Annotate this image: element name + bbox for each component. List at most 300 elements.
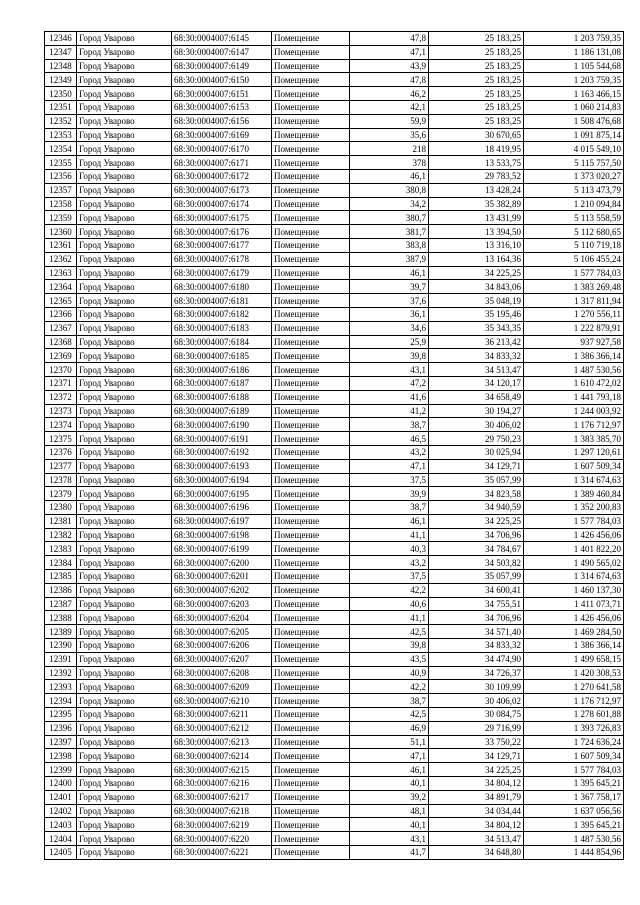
row-number-cell: 12390	[45, 639, 77, 653]
object-type-cell: Помещение	[272, 749, 350, 763]
row-number-cell: 12382	[45, 528, 77, 542]
cadastral-number-cell: 68:30:0004007:6169	[172, 128, 272, 142]
specific-value-cell: 13 316,10	[429, 238, 524, 252]
specific-value-cell: 34 503,82	[429, 556, 524, 570]
object-type-cell: Помещение	[272, 777, 350, 791]
object-type-cell: Помещение	[272, 73, 350, 87]
locality-cell: Город Уварово	[77, 418, 172, 432]
table-row	[45, 694, 624, 708]
specific-value-cell: 34 804,12	[429, 777, 524, 791]
locality-cell: Город Уварово	[77, 169, 172, 183]
object-type-cell: Помещение	[272, 639, 350, 653]
object-type-cell: Помещение	[272, 252, 350, 266]
cadastral-number-cell: 68:30:0004007:6205	[172, 625, 272, 639]
locality-cell: Город Уварово	[77, 404, 172, 418]
table-row	[45, 666, 624, 680]
cadastral-value-cell: 1 411 073,71	[524, 597, 624, 611]
cadastral-value-cell: 1 297 120,61	[524, 445, 624, 459]
specific-value-cell: 25 183,25	[429, 32, 524, 46]
object-type-cell: Помещение	[272, 514, 350, 528]
object-type-cell: Помещение	[272, 694, 350, 708]
area-cell: 25,9	[350, 335, 429, 349]
object-type-cell: Помещение	[272, 211, 350, 225]
row-number-cell: 12404	[45, 832, 77, 846]
table-row	[45, 321, 624, 335]
specific-value-cell: 35 382,89	[429, 197, 524, 211]
cadastral-number-cell: 68:30:0004007:6216	[172, 777, 272, 791]
specific-value-cell: 34 706,96	[429, 611, 524, 625]
cadastral-value-cell: 1 460 137,30	[524, 583, 624, 597]
row-number-cell: 12405	[45, 846, 77, 860]
specific-value-cell: 35 057,99	[429, 473, 524, 487]
area-cell: 34,2	[350, 197, 429, 211]
table-row	[45, 487, 624, 501]
table-row	[45, 735, 624, 749]
cadastral-number-cell: 68:30:0004007:6171	[172, 156, 272, 170]
area-cell: 43,5	[350, 652, 429, 666]
locality-cell: Город Уварово	[77, 142, 172, 156]
cadastral-value-cell: 5 113 473,79	[524, 183, 624, 197]
table-row	[45, 639, 624, 653]
cadastral-value-cell: 1 441 793,18	[524, 390, 624, 404]
row-number-cell: 12360	[45, 225, 77, 239]
locality-cell: Город Уварово	[77, 735, 172, 749]
cadastral-number-cell: 68:30:0004007:6156	[172, 114, 272, 128]
specific-value-cell: 30 109,99	[429, 680, 524, 694]
row-number-cell: 12398	[45, 749, 77, 763]
cadastral-number-cell: 68:30:0004007:6187	[172, 376, 272, 390]
specific-value-cell: 34 129,71	[429, 459, 524, 473]
row-number-cell: 12369	[45, 349, 77, 363]
specific-value-cell: 34 843,06	[429, 280, 524, 294]
object-type-cell: Помещение	[272, 680, 350, 694]
table-row	[45, 335, 624, 349]
row-number-cell: 12357	[45, 183, 77, 197]
row-number-cell: 12364	[45, 280, 77, 294]
object-type-cell: Помещение	[272, 459, 350, 473]
cadastral-value-cell: 1 270 641,58	[524, 680, 624, 694]
specific-value-cell: 34 225,25	[429, 266, 524, 280]
cadastral-value-cell: 1 352 200,83	[524, 501, 624, 515]
area-cell: 387,9	[350, 252, 429, 266]
cadastral-number-cell: 68:30:0004007:6208	[172, 666, 272, 680]
row-number-cell: 12391	[45, 652, 77, 666]
specific-value-cell: 25 183,25	[429, 73, 524, 87]
table-body	[45, 32, 624, 860]
object-type-cell: Помещение	[272, 183, 350, 197]
locality-cell: Город Уварово	[77, 87, 172, 101]
locality-cell: Город Уварово	[77, 487, 172, 501]
specific-value-cell: 34 833,32	[429, 349, 524, 363]
cadastral-value-cell: 1 314 674,63	[524, 473, 624, 487]
cadastral-number-cell: 68:30:0004007:6215	[172, 763, 272, 777]
table-row	[45, 611, 624, 625]
area-cell: 38,7	[350, 694, 429, 708]
row-number-cell: 12379	[45, 487, 77, 501]
specific-value-cell: 34 129,71	[429, 749, 524, 763]
table-row	[45, 197, 624, 211]
area-cell: 47,8	[350, 73, 429, 87]
locality-cell: Город Уварово	[77, 100, 172, 114]
cadastral-number-cell: 68:30:0004007:6147	[172, 45, 272, 59]
locality-cell: Город Уварово	[77, 832, 172, 846]
table-row	[45, 514, 624, 528]
locality-cell: Город Уварово	[77, 542, 172, 556]
table-row	[45, 804, 624, 818]
table-row	[45, 376, 624, 390]
row-number-cell: 12394	[45, 694, 77, 708]
specific-value-cell: 34 706,96	[429, 528, 524, 542]
cadastral-value-cell: 1 244 003,92	[524, 404, 624, 418]
object-type-cell: Помещение	[272, 570, 350, 584]
row-number-cell: 12387	[45, 597, 77, 611]
cadastral-number-cell: 68:30:0004007:6153	[172, 100, 272, 114]
object-type-cell: Помещение	[272, 473, 350, 487]
area-cell: 47,2	[350, 376, 429, 390]
cadastral-number-cell: 68:30:0004007:6175	[172, 211, 272, 225]
cadastral-value-cell: 1 186 131,08	[524, 45, 624, 59]
area-cell: 40,9	[350, 666, 429, 680]
cadastral-number-cell: 68:30:0004007:6214	[172, 749, 272, 763]
row-number-cell: 12373	[45, 404, 77, 418]
specific-value-cell: 34 823,58	[429, 487, 524, 501]
object-type-cell: Помещение	[272, 390, 350, 404]
locality-cell: Город Уварово	[77, 32, 172, 46]
cadastral-number-cell: 68:30:0004007:6206	[172, 639, 272, 653]
cadastral-number-cell: 68:30:0004007:6201	[172, 570, 272, 584]
row-number-cell: 12362	[45, 252, 77, 266]
locality-cell: Город Уварово	[77, 790, 172, 804]
table-row	[45, 583, 624, 597]
specific-value-cell: 35 048,19	[429, 294, 524, 308]
row-number-cell: 12354	[45, 142, 77, 156]
object-type-cell: Помещение	[272, 225, 350, 239]
specific-value-cell: 29 783,52	[429, 169, 524, 183]
specific-value-cell: 29 716,99	[429, 721, 524, 735]
locality-cell: Город Уварово	[77, 183, 172, 197]
row-number-cell: 12358	[45, 197, 77, 211]
object-type-cell: Помещение	[272, 846, 350, 860]
table-row	[45, 252, 624, 266]
specific-value-cell: 35 195,46	[429, 307, 524, 321]
row-number-cell: 12381	[45, 514, 77, 528]
specific-value-cell: 34 940,59	[429, 501, 524, 515]
cadastral-number-cell: 68:30:0004007:6203	[172, 597, 272, 611]
row-number-cell: 12363	[45, 266, 77, 280]
row-number-cell: 12402	[45, 804, 77, 818]
row-number-cell: 12355	[45, 156, 77, 170]
object-type-cell: Помещение	[272, 445, 350, 459]
area-cell: 47,1	[350, 749, 429, 763]
locality-cell: Город Уварово	[77, 625, 172, 639]
object-type-cell: Помещение	[272, 238, 350, 252]
cadastral-value-cell: 1 401 822,20	[524, 542, 624, 556]
cadastral-value-cell: 1 222 879,91	[524, 321, 624, 335]
object-type-cell: Помещение	[272, 790, 350, 804]
cadastral-number-cell: 68:30:0004007:6194	[172, 473, 272, 487]
specific-value-cell: 29 750,23	[429, 432, 524, 446]
specific-value-cell: 35 057,99	[429, 570, 524, 584]
row-number-cell: 12380	[45, 501, 77, 515]
area-cell: 36,1	[350, 307, 429, 321]
cadastral-value-cell: 1 203 759,35	[524, 32, 624, 46]
cadastral-value-cell: 1 389 460,84	[524, 487, 624, 501]
area-cell: 41,2	[350, 404, 429, 418]
row-number-cell: 12377	[45, 459, 77, 473]
table-row	[45, 183, 624, 197]
area-cell: 40,3	[350, 542, 429, 556]
row-number-cell: 12356	[45, 169, 77, 183]
object-type-cell: Помещение	[272, 735, 350, 749]
area-cell: 41,7	[350, 846, 429, 860]
area-cell: 51,1	[350, 735, 429, 749]
object-type-cell: Помещение	[272, 597, 350, 611]
row-number-cell: 12383	[45, 542, 77, 556]
row-number-cell: 12388	[45, 611, 77, 625]
cadastral-value-cell: 1 607 509,34	[524, 459, 624, 473]
cadastral-number-cell: 68:30:0004007:6189	[172, 404, 272, 418]
area-cell: 46,1	[350, 763, 429, 777]
cadastral-value-cell: 1 487 530,56	[524, 363, 624, 377]
object-type-cell: Помещение	[272, 335, 350, 349]
table-row	[45, 390, 624, 404]
cadastral-value-cell: 1 060 214,83	[524, 100, 624, 114]
area-cell: 40,1	[350, 777, 429, 791]
cadastral-value-cell: 1 386 366,14	[524, 639, 624, 653]
cadastral-value-cell: 1 091 875,14	[524, 128, 624, 142]
specific-value-cell: 30 194,27	[429, 404, 524, 418]
area-cell: 47,1	[350, 45, 429, 59]
object-type-cell: Помещение	[272, 128, 350, 142]
specific-value-cell: 25 183,25	[429, 59, 524, 73]
cadastral-number-cell: 68:30:0004007:6172	[172, 169, 272, 183]
specific-value-cell: 33 750,22	[429, 735, 524, 749]
object-type-cell: Помещение	[272, 156, 350, 170]
cadastral-value-cell: 1 373 020,27	[524, 169, 624, 183]
table-row	[45, 432, 624, 446]
locality-cell: Город Уварово	[77, 459, 172, 473]
table-row	[45, 156, 624, 170]
cadastral-value-cell: 1 176 712,97	[524, 418, 624, 432]
table-row	[45, 307, 624, 321]
row-number-cell: 12367	[45, 321, 77, 335]
cadastral-value-cell: 1 577 784,03	[524, 514, 624, 528]
cadastral-number-cell: 68:30:0004007:6183	[172, 321, 272, 335]
cadastral-number-cell: 68:30:0004007:6191	[172, 432, 272, 446]
cadastral-value-cell: 1 383 269,48	[524, 280, 624, 294]
specific-value-cell: 34 034,44	[429, 804, 524, 818]
object-type-cell: Помещение	[272, 266, 350, 280]
row-number-cell: 12353	[45, 128, 77, 142]
cadastral-number-cell: 68:30:0004007:6217	[172, 790, 272, 804]
row-number-cell: 12349	[45, 73, 77, 87]
area-cell: 46,1	[350, 266, 429, 280]
specific-value-cell: 34 891,79	[429, 790, 524, 804]
cadastral-number-cell: 68:30:0004007:6192	[172, 445, 272, 459]
cadastral-number-cell: 68:30:0004007:6188	[172, 390, 272, 404]
area-cell: 42,2	[350, 583, 429, 597]
cadastral-value-cell: 937 927,58	[524, 335, 624, 349]
cadastral-value-cell: 5 113 558,59	[524, 211, 624, 225]
locality-cell: Город Уварово	[77, 445, 172, 459]
cadastral-value-cell: 1 314 674,63	[524, 570, 624, 584]
cadastral-value-cell: 5 112 680,65	[524, 225, 624, 239]
cadastral-number-cell: 68:30:0004007:6151	[172, 87, 272, 101]
locality-cell: Город Уварово	[77, 680, 172, 694]
cadastral-value-cell: 1 393 726,83	[524, 721, 624, 735]
area-cell: 39,8	[350, 349, 429, 363]
locality-cell: Город Уварово	[77, 556, 172, 570]
cadastral-number-cell: 68:30:0004007:6221	[172, 846, 272, 860]
cadastral-number-cell: 68:30:0004007:6145	[172, 32, 272, 46]
locality-cell: Город Уварово	[77, 514, 172, 528]
locality-cell: Город Уварово	[77, 639, 172, 653]
cadastral-value-cell: 1 395 645,21	[524, 777, 624, 791]
cadastral-value-cell: 1 383 385,70	[524, 432, 624, 446]
specific-value-cell: 34 600,41	[429, 583, 524, 597]
specific-value-cell: 34 726,37	[429, 666, 524, 680]
area-cell: 35,6	[350, 128, 429, 142]
row-number-cell: 12378	[45, 473, 77, 487]
area-cell: 43,1	[350, 363, 429, 377]
cadastral-number-cell: 68:30:0004007:6193	[172, 459, 272, 473]
row-number-cell: 12385	[45, 570, 77, 584]
locality-cell: Город Уварово	[77, 777, 172, 791]
locality-cell: Город Уварово	[77, 583, 172, 597]
table-row	[45, 846, 624, 860]
object-type-cell: Помещение	[272, 832, 350, 846]
cadastral-number-cell: 68:30:0004007:6210	[172, 694, 272, 708]
specific-value-cell: 34 513,47	[429, 363, 524, 377]
table-row	[45, 501, 624, 515]
area-cell: 39,8	[350, 639, 429, 653]
cadastral-number-cell: 68:30:0004007:6190	[172, 418, 272, 432]
table-row	[45, 32, 624, 46]
table-row	[45, 763, 624, 777]
area-cell: 380,8	[350, 183, 429, 197]
locality-cell: Город Уварово	[77, 266, 172, 280]
row-number-cell: 12365	[45, 294, 77, 308]
specific-value-cell: 13 394,50	[429, 225, 524, 239]
area-cell: 41,1	[350, 611, 429, 625]
cadastral-number-cell: 68:30:0004007:6197	[172, 514, 272, 528]
row-number-cell: 12348	[45, 59, 77, 73]
locality-cell: Город Уварово	[77, 59, 172, 73]
table-row	[45, 128, 624, 142]
object-type-cell: Помещение	[272, 528, 350, 542]
area-cell: 42,2	[350, 680, 429, 694]
area-cell: 34,6	[350, 321, 429, 335]
cadastral-value-cell: 5 115 757,50	[524, 156, 624, 170]
locality-cell: Город Уварово	[77, 763, 172, 777]
table-row	[45, 418, 624, 432]
area-cell: 383,8	[350, 238, 429, 252]
cadastral-value-cell: 1 420 308,53	[524, 666, 624, 680]
cadastral-number-cell: 68:30:0004007:6220	[172, 832, 272, 846]
table-row	[45, 708, 624, 722]
table-row	[45, 73, 624, 87]
area-cell: 46,5	[350, 432, 429, 446]
object-type-cell: Помещение	[272, 87, 350, 101]
object-type-cell: Помещение	[272, 583, 350, 597]
table-row	[45, 597, 624, 611]
cadastral-value-cell: 1 724 636,24	[524, 735, 624, 749]
cadastral-value-cell: 1 469 284,50	[524, 625, 624, 639]
area-cell: 42,5	[350, 625, 429, 639]
locality-cell: Город Уварово	[77, 708, 172, 722]
object-type-cell: Помещение	[272, 32, 350, 46]
locality-cell: Город Уварово	[77, 349, 172, 363]
locality-cell: Город Уварово	[77, 280, 172, 294]
object-type-cell: Помещение	[272, 556, 350, 570]
cadastral-number-cell: 68:30:0004007:6204	[172, 611, 272, 625]
cadastral-number-cell: 68:30:0004007:6149	[172, 59, 272, 73]
locality-cell: Город Уварово	[77, 363, 172, 377]
cadastral-number-cell: 68:30:0004007:6200	[172, 556, 272, 570]
cadastral-number-cell: 68:30:0004007:6177	[172, 238, 272, 252]
specific-value-cell: 34 658,49	[429, 390, 524, 404]
locality-cell: Город Уварово	[77, 818, 172, 832]
locality-cell: Город Уварово	[77, 197, 172, 211]
specific-value-cell: 34 804,12	[429, 818, 524, 832]
area-cell: 381,7	[350, 225, 429, 239]
object-type-cell: Помещение	[272, 666, 350, 680]
cadastral-number-cell: 68:30:0004007:6182	[172, 307, 272, 321]
table-row	[45, 459, 624, 473]
specific-value-cell: 18 419,95	[429, 142, 524, 156]
row-number-cell: 12374	[45, 418, 77, 432]
cadastral-value-cell: 1 426 456,06	[524, 611, 624, 625]
area-cell: 42,5	[350, 708, 429, 722]
table-row	[45, 556, 624, 570]
cadastral-value-cell: 1 105 544,68	[524, 59, 624, 73]
area-cell: 46,2	[350, 87, 429, 101]
object-type-cell: Помещение	[272, 721, 350, 735]
table-row	[45, 832, 624, 846]
object-type-cell: Помещение	[272, 625, 350, 639]
locality-cell: Город Уварово	[77, 570, 172, 584]
row-number-cell: 12399	[45, 763, 77, 777]
row-number-cell: 12375	[45, 432, 77, 446]
cadastral-number-cell: 68:30:0004007:6180	[172, 280, 272, 294]
object-type-cell: Помещение	[272, 114, 350, 128]
specific-value-cell: 13 533,75	[429, 156, 524, 170]
row-number-cell: 12351	[45, 100, 77, 114]
locality-cell: Город Уварово	[77, 156, 172, 170]
locality-cell: Город Уварово	[77, 211, 172, 225]
cadastral-number-cell: 68:30:0004007:6212	[172, 721, 272, 735]
cadastral-number-cell: 68:30:0004007:6186	[172, 363, 272, 377]
object-type-cell: Помещение	[272, 376, 350, 390]
area-cell: 39,2	[350, 790, 429, 804]
row-number-cell: 12403	[45, 818, 77, 832]
row-number-cell: 12350	[45, 87, 77, 101]
area-cell: 37,5	[350, 570, 429, 584]
table-row	[45, 100, 624, 114]
locality-cell: Город Уварово	[77, 432, 172, 446]
cadastral-number-cell: 68:30:0004007:6218	[172, 804, 272, 818]
locality-cell: Город Уварово	[77, 225, 172, 239]
cadastral-number-cell: 68:30:0004007:6181	[172, 294, 272, 308]
object-type-cell: Помещение	[272, 45, 350, 59]
row-number-cell: 12352	[45, 114, 77, 128]
cadastral-value-cell: 1 487 530,56	[524, 832, 624, 846]
area-cell: 37,5	[350, 473, 429, 487]
table-row	[45, 280, 624, 294]
cadastral-value-cell: 1 508 476,68	[524, 114, 624, 128]
locality-cell: Город Уварово	[77, 804, 172, 818]
area-cell: 48,1	[350, 804, 429, 818]
